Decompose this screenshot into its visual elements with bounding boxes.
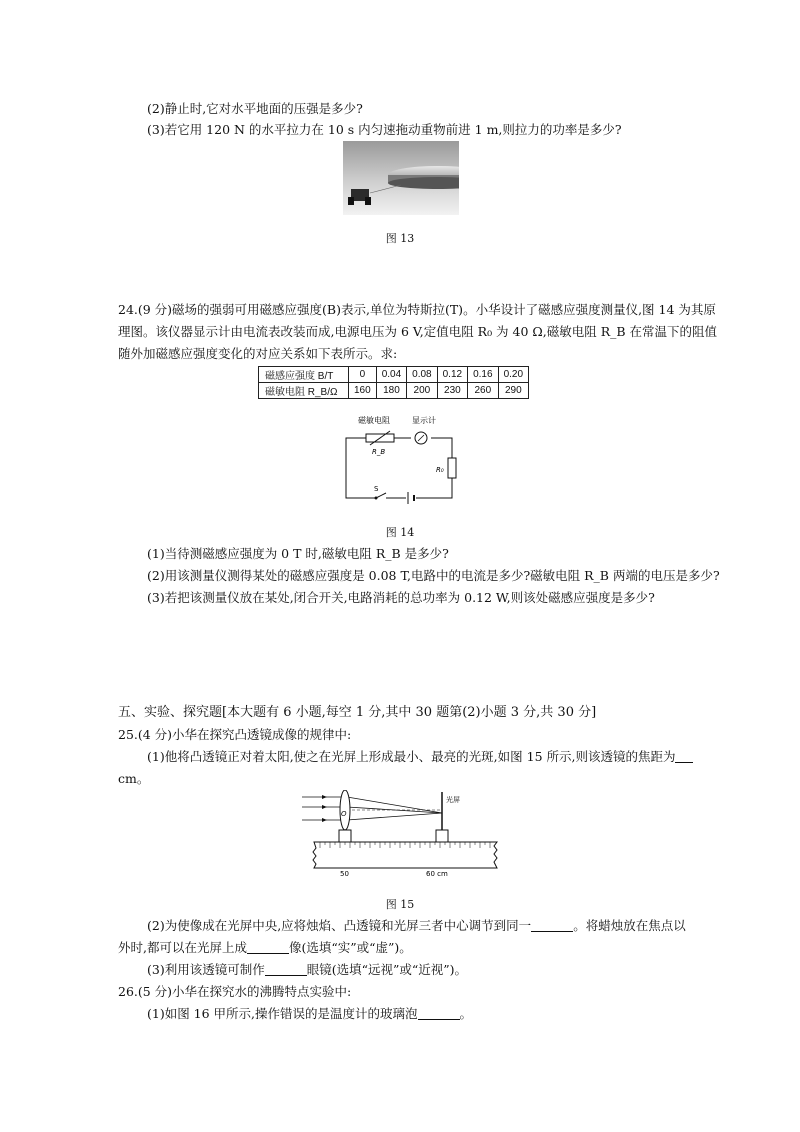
tick-label-50: 50	[340, 870, 349, 878]
figure14-caption: 图 14	[385, 526, 415, 539]
table-cell: 0.04	[376, 367, 406, 383]
lens-center-o: O	[341, 810, 347, 818]
q25-part2	[147, 918, 686, 934]
label-magnetoresistor: 磁敏电阻	[358, 416, 390, 425]
q25-part1-unit: cm。	[118, 771, 150, 786]
q25-part2-cont	[118, 940, 412, 956]
tick-label-60: 60 cm	[426, 870, 448, 878]
q24-part2: (2)用该测量仪测得某处的磁感应强度是 0.08 T,电路中的电流是多少?磁敏电阻 R_B 两端的电压是多少?	[147, 568, 720, 583]
table-cell: 0.16	[468, 367, 498, 383]
q26-part1-text: (1)如图 16 甲所示,操作错误的是温度计的玻璃泡	[147, 1006, 418, 1021]
optical-bench	[313, 842, 497, 868]
q25-part3-text-b: 眼镜(选填“远视”或“近视”)。	[306, 962, 468, 977]
figure15-lens-diagram	[302, 790, 502, 880]
table-cell: 0	[349, 367, 377, 383]
q23-part3: (3)若它用 120 N 的水平拉力在 10 s 内匀速拖动重物前进 1 m,则拉力的功率是多少?	[147, 122, 622, 137]
q25-focal-blank[interactable]	[675, 750, 693, 763]
q24-line2: 理图。该仪器显示计由电流表改装而成,电源电压为 6 V,定值电阻 R₀ 为 40 Ω,磁敏电阻 R_B 在常温下的阻值	[118, 324, 718, 339]
magnetic-resistance-table	[258, 366, 529, 399]
q26-line1: 26.(5 分)小华在探究水的沸腾特点实验中:	[118, 984, 352, 999]
table-cell: 0.08	[407, 367, 437, 383]
label-meter: 显示计	[412, 416, 436, 425]
q25-glasses-blank[interactable]	[265, 963, 307, 976]
figure13-photo	[343, 141, 459, 215]
q23-part2: (2)静止时,它对水平地面的压强是多少?	[147, 101, 363, 116]
table-cell: 260	[468, 383, 498, 399]
q26-bulb-blank[interactable]	[418, 1007, 460, 1020]
q25-part2-text-d: 像(选填“实”或“虚”)。	[288, 940, 412, 955]
table-cell: 230	[437, 383, 467, 399]
q25-part1	[147, 749, 693, 765]
q26-part1-end: 。	[459, 1006, 473, 1021]
r0-symbol	[448, 458, 456, 478]
q26-part1	[147, 1006, 472, 1022]
table-header-rb: 磁敏电阻 R_B/Ω	[259, 383, 349, 399]
label-r0: R₀	[436, 466, 444, 474]
table-row	[259, 367, 529, 383]
figure13-caption: 图 13	[385, 232, 415, 245]
q25-part2-text-a: (2)为使像成在光屏中央,应将烛焰、凸透镜和光屏三者中心调节到同一	[147, 918, 532, 933]
q24-part3: (3)若把该测量仪放在某处,闭合开关,电路消耗的总功率为 0.12 W,则该处磁感应强度是多少?	[147, 590, 655, 605]
q24-line3: 随外加磁感应强度变化的对应关系如下表所示。求:	[118, 346, 398, 361]
q25-line1: 25.(4 分)小华在探究凸透镜成像的规律中:	[118, 727, 352, 742]
q25-height-blank[interactable]	[531, 919, 573, 932]
table-cell: 0.12	[437, 367, 467, 383]
figure15-caption: 图 15	[385, 898, 415, 911]
figure14-circuit	[336, 412, 466, 507]
q25-part1-text: (1)他将凸透镜正对着太阳,使之在光屏上形成最小、最亮的光斑,如图 15 所示,则该透镜的焦距为	[147, 749, 676, 764]
section5-title: 五、实验、探究题[本大题有 6 小题,每空 1 分,其中 30 题第(2)小题 3 分,共 30 分]	[118, 705, 597, 720]
label-screen: 光屏	[446, 796, 460, 804]
table-cell: 200	[407, 383, 437, 399]
q25-part2-text-b: 。将蜡烛放在焦点以	[573, 918, 686, 933]
q24-part1: (1)当待测磁感应强度为 0 T 时,磁敏电阻 R_B 是多少?	[147, 546, 449, 561]
label-rb: R_B	[372, 448, 386, 456]
label-switch: S	[374, 485, 379, 493]
table-header-b: 磁感应强度 B/T	[259, 367, 349, 383]
switch-symbol	[376, 493, 386, 498]
table-cell: 180	[376, 383, 406, 399]
q25-part2-text-c: 外时,都可以在光屏上成	[118, 940, 247, 955]
table-row	[259, 383, 529, 399]
table-cell: 290	[498, 383, 528, 399]
q25-image-blank[interactable]	[247, 941, 289, 954]
q24-line1: 24.(9 分)磁场的强弱可用磁感应强度(B)表示,单位为特斯拉(T)。小华设计了磁感应强度测量仪,图 14 为其原	[118, 302, 716, 317]
table-cell: 160	[349, 383, 377, 399]
q25-part3-text-a: (3)利用该透镜可制作	[147, 962, 265, 977]
q25-part3	[147, 962, 467, 978]
table-cell: 0.20	[498, 367, 528, 383]
